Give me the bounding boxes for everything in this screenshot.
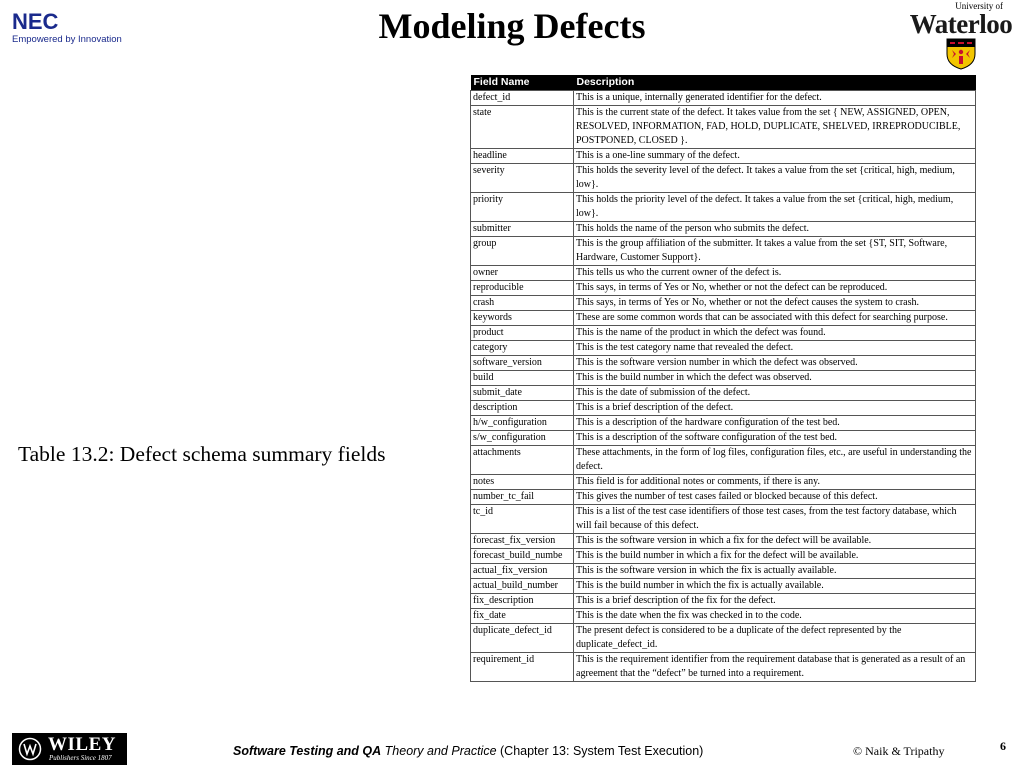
description-cell: This is the software version in which the fix is actually available. xyxy=(574,564,976,579)
field-name-cell: s/w_configuration xyxy=(471,431,574,446)
description-cell: This is a description of the software configuration of the test bed. xyxy=(574,431,976,446)
description-cell: This is the date of submission of the defect. xyxy=(574,386,976,401)
description-cell: This says, in terms of Yes or No, whether or not the defect causes the system to crash. xyxy=(574,296,976,311)
table-row xyxy=(471,193,976,222)
field-name-cell: fix_description xyxy=(471,594,574,609)
nec-tagline: Empowered by Innovation xyxy=(12,34,122,45)
column-header-description: Description xyxy=(574,75,976,91)
field-name-cell: h/w_configuration xyxy=(471,416,574,431)
table-row xyxy=(471,624,976,653)
field-name-cell: requirement_id xyxy=(471,653,574,682)
field-name-cell: attachments xyxy=(471,446,574,475)
table-row xyxy=(471,149,976,164)
description-cell: This is the software version in which a fix for the defect will be available. xyxy=(574,534,976,549)
table-row xyxy=(471,341,976,356)
defect-schema-table xyxy=(470,75,976,682)
table-row xyxy=(471,326,976,341)
field-name-cell: defect_id xyxy=(471,91,574,106)
description-cell: This is a unique, internally generated identifier for the defect. xyxy=(574,91,976,106)
field-name-cell: description xyxy=(471,401,574,416)
description-cell: This gives the number of test cases failed or blocked because of this defect. xyxy=(574,490,976,505)
field-name-cell: group xyxy=(471,237,574,266)
page-number: 6 xyxy=(1000,739,1006,753)
description-cell: This is a brief description of the fix for the defect. xyxy=(574,594,976,609)
field-name-cell: build xyxy=(471,371,574,386)
field-name-cell: actual_fix_version xyxy=(471,564,574,579)
description-cell: The present defect is considered to be a duplicate of the defect represented by the duplicate_defect_id. xyxy=(574,624,976,653)
table-row xyxy=(471,416,976,431)
field-name-cell: owner xyxy=(471,266,574,281)
description-cell: This is the software version number in which the defect was observed. xyxy=(574,356,976,371)
footer-course-bold: Software Testing and QA xyxy=(233,744,382,758)
description-cell: This is a description of the hardware configuration of the test bed. xyxy=(574,416,976,431)
table-row xyxy=(471,281,976,296)
description-cell: This is the build number in which the fix is actually available. xyxy=(574,579,976,594)
table-row xyxy=(471,401,976,416)
table-row xyxy=(471,653,976,682)
field-name-cell: priority xyxy=(471,193,574,222)
table-row xyxy=(471,222,976,237)
table-row xyxy=(471,356,976,371)
field-name-cell: duplicate_defect_id xyxy=(471,624,574,653)
description-cell: This is the date when the fix was checked in to the code. xyxy=(574,609,976,624)
description-cell: This is a list of the test case identifiers of those test cases, from the test factory database, which will fail because of this defect. xyxy=(574,505,976,534)
table-row xyxy=(471,431,976,446)
description-cell: These are some common words that can be associated with this defect for searching purpose. xyxy=(574,311,976,326)
description-cell: This holds the severity level of the defect. It takes a value from the set {critical, high, medium, low}. xyxy=(574,164,976,193)
field-name-cell: submitter xyxy=(471,222,574,237)
table-row xyxy=(471,490,976,505)
table-row xyxy=(471,446,976,475)
table-caption: Table 13.2: Defect schema summary fields xyxy=(18,442,386,466)
field-name-cell: severity xyxy=(471,164,574,193)
table-row xyxy=(471,475,976,490)
column-header-field-name: Field Name xyxy=(471,75,574,91)
table-row xyxy=(471,164,976,193)
waterloo-shield-icon xyxy=(946,38,976,70)
wiley-logo xyxy=(12,733,127,765)
field-name-cell: forecast_fix_version xyxy=(471,534,574,549)
table-row xyxy=(471,594,976,609)
waterloo-name-text: Waterloo xyxy=(909,9,1013,39)
footer-course-title xyxy=(233,743,703,759)
field-name-cell: headline xyxy=(471,149,574,164)
field-name-cell: notes xyxy=(471,475,574,490)
table-row xyxy=(471,564,976,579)
description-cell: This holds the priority level of the defect. It takes a value from the set {critical, high, medium, low}. xyxy=(574,193,976,222)
field-name-cell: state xyxy=(471,106,574,149)
waterloo-university-text: University of xyxy=(955,1,1003,11)
description-cell: This is a one-line summary of the defect. xyxy=(574,149,976,164)
table-row xyxy=(471,296,976,311)
table-row xyxy=(471,266,976,281)
field-name-cell: software_version xyxy=(471,356,574,371)
waterloo-logo xyxy=(905,2,1017,70)
field-name-cell: crash xyxy=(471,296,574,311)
table-row xyxy=(471,534,976,549)
description-cell: This is the requirement identifier from the requirement database that is generated as a result of an agreement that the “defect” be turned into a requirement. xyxy=(574,653,976,682)
description-cell: These attachments, in the form of log files, configuration files, etc., are useful in understanding the defect. xyxy=(574,446,976,475)
table-row xyxy=(471,505,976,534)
description-cell: This field is for additional notes or comments, if there is any. xyxy=(574,475,976,490)
description-cell: This is the name of the product in which the defect was found. xyxy=(574,326,976,341)
description-cell: This is the build number in which the defect was observed. xyxy=(574,371,976,386)
description-cell: This is the test category name that revealed the defect. xyxy=(574,341,976,356)
field-name-cell: fix_date xyxy=(471,609,574,624)
wiley-emblem-icon xyxy=(18,737,42,761)
table-row xyxy=(471,579,976,594)
field-name-cell: forecast_build_numbe xyxy=(471,549,574,564)
footer-author: © Naik & Tripathy xyxy=(853,744,945,758)
description-cell: This tells us who the current owner of the defect is. xyxy=(574,266,976,281)
table-body xyxy=(471,91,976,682)
description-cell: This holds the name of the person who submits the defect. xyxy=(574,222,976,237)
description-cell: This is the current state of the defect. It takes value from the set { NEW, ASSIGNED, OPEN, RESOLVED, INFORMATION, FAD, HOLD, DUPLICATE, SHELVED, IRREPRODUCIBLE, POSTPONED, CLOSED }. xyxy=(574,106,976,149)
table-header-row xyxy=(471,75,976,91)
page-title: Modeling Defects xyxy=(378,6,646,46)
table-row xyxy=(471,549,976,564)
description-cell: This is a brief description of the defect. xyxy=(574,401,976,416)
description-cell: This is the group affiliation of the submitter. It takes a value from the set {ST, SIT, Software, Hardware, Customer Support}. xyxy=(574,237,976,266)
field-name-cell: actual_build_number xyxy=(471,579,574,594)
table-row xyxy=(471,91,976,106)
footer-course-chapter: (Chapter 13: System Test Execution) xyxy=(500,744,704,758)
table-row xyxy=(471,237,976,266)
field-name-cell: number_tc_fail xyxy=(471,490,574,505)
wiley-word: WILEY xyxy=(48,734,116,755)
description-cell: This says, in terms of Yes or No, whether or not the defect can be reproduced. xyxy=(574,281,976,296)
field-name-cell: submit_date xyxy=(471,386,574,401)
field-name-cell: tc_id xyxy=(471,505,574,534)
nec-logo-text: NEC xyxy=(12,9,59,34)
table-row xyxy=(471,386,976,401)
wiley-subtitle: Publishers Since 1807 xyxy=(49,754,112,762)
table-row xyxy=(471,106,976,149)
field-name-cell: product xyxy=(471,326,574,341)
field-name-cell: keywords xyxy=(471,311,574,326)
table-row xyxy=(471,609,976,624)
field-name-cell: category xyxy=(471,341,574,356)
field-name-cell: reproducible xyxy=(471,281,574,296)
table-row xyxy=(471,371,976,386)
footer-course-italic: Theory and Practice xyxy=(384,744,497,758)
description-cell: This is the build number in which a fix for the defect will be available. xyxy=(574,549,976,564)
table-row xyxy=(471,311,976,326)
